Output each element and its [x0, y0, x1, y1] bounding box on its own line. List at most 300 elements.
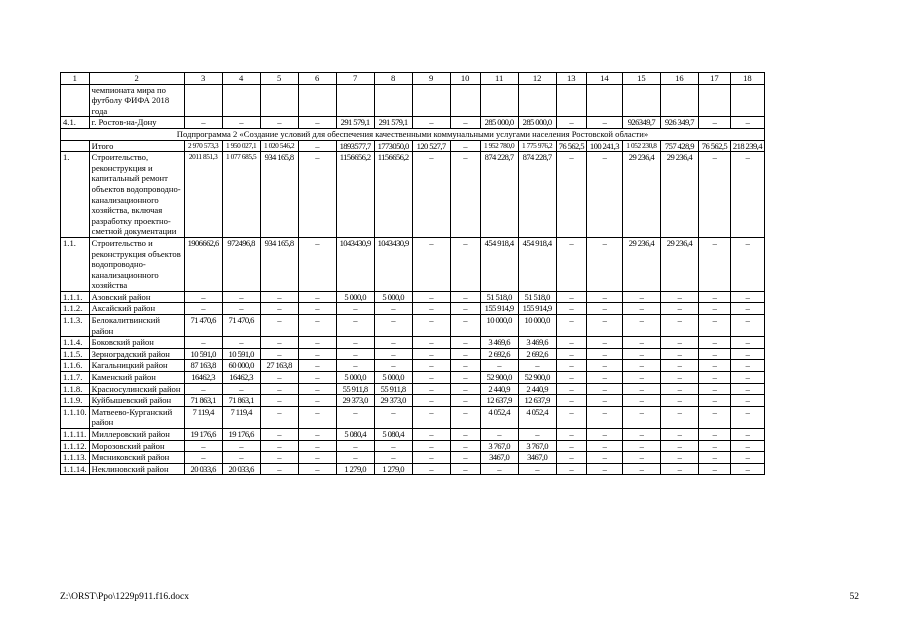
value-cell: 285 000,0 [518, 117, 556, 129]
value-cell: – [374, 348, 412, 360]
column-header: 6 [298, 73, 336, 85]
value-cell: – [698, 337, 730, 349]
value-cell [298, 84, 336, 117]
value-cell: – [298, 337, 336, 349]
value-cell: – [450, 463, 480, 475]
value-cell: 926349,7 [622, 117, 660, 129]
value-cell: – [730, 348, 764, 360]
document-path: Z:\ORST\Ppo\1229p911.f16.docx [60, 592, 189, 602]
value-cell: – [412, 406, 450, 428]
column-header: 9 [412, 73, 450, 85]
value-cell: – [450, 429, 480, 441]
value-cell: – [450, 315, 480, 337]
value-cell: – [556, 395, 586, 407]
value-cell: 934 165,8 [260, 152, 298, 238]
header-row [61, 73, 765, 85]
value-cell: – [660, 395, 698, 407]
value-cell: – [556, 237, 586, 291]
value-cell: – [184, 117, 222, 129]
value-cell: 3 767,0 [518, 440, 556, 452]
value-cell: – [730, 383, 764, 395]
value-cell: – [222, 291, 260, 303]
row-number: 1.1.8. [61, 383, 90, 395]
value-cell: 155 914,9 [480, 303, 518, 315]
value-cell: 1 950 027,1 [222, 140, 260, 152]
value-cell: – [622, 406, 660, 428]
value-cell: – [556, 337, 586, 349]
value-cell: – [730, 291, 764, 303]
value-cell: – [730, 315, 764, 337]
value-cell: 10 591,0 [184, 348, 222, 360]
value-cell: – [450, 117, 480, 129]
value-cell: – [698, 348, 730, 360]
value-cell: – [336, 440, 374, 452]
value-cell: 100 241,3 [586, 140, 622, 152]
value-cell: – [556, 291, 586, 303]
value-cell: 55 911,8 [374, 383, 412, 395]
table-row [61, 452, 765, 464]
row-name: Куйбышевский район [89, 395, 184, 407]
value-cell: 291 579,1 [374, 117, 412, 129]
row-number: 1.1.10. [61, 406, 90, 428]
row-number: 1.1.2. [61, 303, 90, 315]
value-cell: – [730, 303, 764, 315]
table-row [61, 429, 765, 441]
value-cell: 757 428,9 [660, 140, 698, 152]
value-cell: 16462,3 [222, 372, 260, 384]
table-row [61, 360, 765, 372]
row-number: 1.1.1. [61, 291, 90, 303]
table-row [61, 372, 765, 384]
value-cell: 155 914,9 [518, 303, 556, 315]
value-cell: 60 000,0 [222, 360, 260, 372]
row-number: 1.1.14. [61, 463, 90, 475]
row-name: Зерноградский район [89, 348, 184, 360]
column-header: 18 [730, 73, 764, 85]
value-cell: 4 052,4 [518, 406, 556, 428]
value-cell: 29 236,4 [660, 152, 698, 238]
row-number: 1.1.4. [61, 337, 90, 349]
value-cell: – [184, 383, 222, 395]
table-row [61, 84, 765, 117]
value-cell [480, 84, 518, 117]
row-name: Морозовский район [89, 440, 184, 452]
value-cell [184, 84, 222, 117]
value-cell [374, 84, 412, 117]
value-cell: – [298, 117, 336, 129]
row-name: Неклиновский район [89, 463, 184, 475]
value-cell: 29 373,0 [336, 395, 374, 407]
value-cell: 2 440,9 [518, 383, 556, 395]
value-cell: – [450, 291, 480, 303]
value-cell: – [730, 372, 764, 384]
value-cell: – [412, 337, 450, 349]
value-cell: – [222, 117, 260, 129]
value-cell: 3 469,6 [480, 337, 518, 349]
value-cell: 291 579,1 [336, 117, 374, 129]
value-cell: – [298, 360, 336, 372]
value-cell: – [586, 291, 622, 303]
value-cell: – [450, 152, 480, 238]
value-cell: – [518, 360, 556, 372]
value-cell: 29 236,4 [660, 237, 698, 291]
value-cell: – [698, 117, 730, 129]
value-cell: – [730, 463, 764, 475]
value-cell: – [298, 406, 336, 428]
value-cell: – [374, 440, 412, 452]
value-cell: – [450, 237, 480, 291]
value-cell: 29 373,0 [374, 395, 412, 407]
value-cell: – [586, 463, 622, 475]
column-header: 2 [89, 73, 184, 85]
row-number: 1.1.9. [61, 395, 90, 407]
value-cell: – [298, 303, 336, 315]
value-cell [730, 84, 764, 117]
value-cell: – [698, 463, 730, 475]
value-cell: – [556, 452, 586, 464]
value-cell: – [698, 383, 730, 395]
value-cell: – [412, 440, 450, 452]
value-cell: 71 863,1 [222, 395, 260, 407]
value-cell: 972496,8 [222, 237, 260, 291]
column-header: 5 [260, 73, 298, 85]
value-cell: 76 562,5 [698, 140, 730, 152]
value-cell: – [450, 337, 480, 349]
value-cell: – [412, 303, 450, 315]
row-name: Строительство и реконструкция объектов водопроводно-канализационного хозяйства [89, 237, 184, 291]
value-cell: – [480, 360, 518, 372]
value-cell [518, 84, 556, 117]
value-cell: 2 692,6 [480, 348, 518, 360]
value-cell: – [374, 452, 412, 464]
table-body [61, 73, 765, 475]
value-cell: – [730, 117, 764, 129]
table-row [61, 337, 765, 349]
value-cell: – [298, 237, 336, 291]
value-cell: – [556, 303, 586, 315]
column-header: 11 [480, 73, 518, 85]
value-cell: – [260, 463, 298, 475]
value-cell: – [556, 406, 586, 428]
value-cell [222, 84, 260, 117]
value-cell: – [622, 337, 660, 349]
value-cell: – [374, 303, 412, 315]
value-cell: – [698, 429, 730, 441]
value-cell: 29 236,4 [622, 152, 660, 238]
value-cell: – [374, 337, 412, 349]
budget-table [60, 72, 765, 475]
value-cell: – [260, 372, 298, 384]
value-cell: – [298, 383, 336, 395]
value-cell: 2 970 573,3 [184, 140, 222, 152]
row-number: 1.1.5. [61, 348, 90, 360]
value-cell: – [698, 152, 730, 238]
value-cell: – [660, 463, 698, 475]
table-row [61, 406, 765, 428]
value-cell: – [184, 291, 222, 303]
value-cell: – [260, 440, 298, 452]
value-cell: – [660, 291, 698, 303]
value-cell: 16462,3 [184, 372, 222, 384]
value-cell: – [586, 117, 622, 129]
value-cell: – [518, 429, 556, 441]
value-cell: 1 952 780,0 [480, 140, 518, 152]
value-cell: 3 767,0 [480, 440, 518, 452]
value-cell: – [260, 337, 298, 349]
row-name: Красносулинский район [89, 383, 184, 395]
value-cell: – [730, 337, 764, 349]
value-cell: – [660, 452, 698, 464]
column-header: 1 [61, 73, 90, 85]
value-cell: – [622, 348, 660, 360]
value-cell: – [556, 440, 586, 452]
value-cell: 52 900,0 [480, 372, 518, 384]
value-cell: – [260, 383, 298, 395]
row-number: 4.1. [61, 117, 90, 129]
value-cell: 7 119,4 [222, 406, 260, 428]
value-cell: – [730, 360, 764, 372]
value-cell: 12 637,9 [518, 395, 556, 407]
value-cell: – [412, 429, 450, 441]
value-cell: – [260, 291, 298, 303]
table-row [61, 291, 765, 303]
value-cell: – [412, 360, 450, 372]
value-cell [412, 84, 450, 117]
value-cell: 1773050,0 [374, 140, 412, 152]
value-cell: – [336, 337, 374, 349]
value-cell: – [450, 452, 480, 464]
value-cell: – [698, 303, 730, 315]
value-cell: – [622, 303, 660, 315]
column-header: 8 [374, 73, 412, 85]
value-cell: 10 591,0 [222, 348, 260, 360]
value-cell: – [260, 348, 298, 360]
value-cell: – [298, 152, 336, 238]
value-cell: – [698, 360, 730, 372]
value-cell: – [660, 360, 698, 372]
value-cell: – [586, 452, 622, 464]
value-cell: – [412, 348, 450, 360]
table-row [61, 237, 765, 291]
value-cell: – [586, 372, 622, 384]
value-cell: – [298, 440, 336, 452]
value-cell: – [184, 337, 222, 349]
value-cell: 10 000,0 [480, 315, 518, 337]
row-name: г. Ростов-на-Дону [89, 117, 184, 129]
value-cell: – [336, 315, 374, 337]
value-cell: – [586, 429, 622, 441]
value-cell: – [660, 337, 698, 349]
value-cell: – [660, 372, 698, 384]
value-cell: – [412, 315, 450, 337]
value-cell: – [374, 315, 412, 337]
value-cell: – [698, 372, 730, 384]
value-cell: 2 440,9 [480, 383, 518, 395]
value-cell: – [298, 140, 336, 152]
value-cell: – [622, 372, 660, 384]
value-cell: – [556, 152, 586, 238]
row-name: Кагальницкий район [89, 360, 184, 372]
value-cell: 71 863,1 [184, 395, 222, 407]
value-cell: – [660, 406, 698, 428]
value-cell: – [586, 383, 622, 395]
value-cell: 27 163,8 [260, 360, 298, 372]
value-cell: – [556, 348, 586, 360]
value-cell: – [586, 360, 622, 372]
value-cell: 874 228,7 [518, 152, 556, 238]
value-cell: – [556, 429, 586, 441]
value-cell: – [450, 303, 480, 315]
value-cell: – [336, 360, 374, 372]
value-cell: – [336, 348, 374, 360]
value-cell: – [586, 337, 622, 349]
value-cell: 10 000,0 [518, 315, 556, 337]
table-row [61, 348, 765, 360]
value-cell: – [480, 429, 518, 441]
value-cell: – [660, 383, 698, 395]
value-cell: – [336, 303, 374, 315]
value-cell: – [698, 440, 730, 452]
value-cell [698, 84, 730, 117]
value-cell: – [698, 452, 730, 464]
value-cell: – [698, 237, 730, 291]
value-cell: 1 077 685,5 [222, 152, 260, 238]
row-name: Строительство, реконструкция и капитальный ремонт объектов водопроводно-канализационного хозяйства, включая разработку проектно-сметной документации [89, 152, 184, 238]
value-cell: 1043430,9 [374, 237, 412, 291]
value-cell: 5 000,0 [336, 372, 374, 384]
value-cell: – [412, 372, 450, 384]
value-cell: 934 165,8 [260, 237, 298, 291]
value-cell: – [660, 429, 698, 441]
value-cell: – [556, 463, 586, 475]
value-cell: – [222, 303, 260, 315]
row-number: 1.1.6. [61, 360, 90, 372]
value-cell: – [222, 440, 260, 452]
value-cell: 71 470,6 [222, 315, 260, 337]
value-cell: – [450, 440, 480, 452]
value-cell: – [412, 291, 450, 303]
value-cell: 1043430,9 [336, 237, 374, 291]
value-cell: – [586, 348, 622, 360]
value-cell: – [450, 348, 480, 360]
row-name: Азовский район [89, 291, 184, 303]
value-cell: – [260, 117, 298, 129]
value-cell: – [586, 395, 622, 407]
value-cell: 55 911,8 [336, 383, 374, 395]
value-cell: – [450, 406, 480, 428]
value-cell: – [622, 452, 660, 464]
value-cell: – [698, 406, 730, 428]
value-cell: 20 033,6 [184, 463, 222, 475]
column-header: 4 [222, 73, 260, 85]
table-row [61, 152, 765, 238]
value-cell: – [730, 152, 764, 238]
value-cell: – [622, 463, 660, 475]
value-cell: – [556, 117, 586, 129]
value-cell: 1156656,2 [374, 152, 412, 238]
value-cell: – [450, 383, 480, 395]
value-cell: – [260, 315, 298, 337]
value-cell: – [622, 315, 660, 337]
value-cell: – [450, 360, 480, 372]
value-cell: – [260, 406, 298, 428]
table-row [61, 315, 765, 337]
value-cell: 1 052 230,8 [622, 140, 660, 152]
value-cell: – [260, 429, 298, 441]
value-cell: – [622, 360, 660, 372]
table-row [61, 383, 765, 395]
table-row [61, 303, 765, 315]
value-cell: – [622, 383, 660, 395]
row-name: Итого [89, 140, 184, 152]
value-cell: – [412, 463, 450, 475]
value-cell: 1156656,2 [336, 152, 374, 238]
value-cell: 1 775 976,2 [518, 140, 556, 152]
subprogram-row [61, 128, 765, 140]
value-cell: 87 163,8 [184, 360, 222, 372]
value-cell [660, 84, 698, 117]
row-name: Матвеево-Курганский район [89, 406, 184, 428]
value-cell: – [698, 291, 730, 303]
value-cell: – [586, 303, 622, 315]
value-cell: – [556, 360, 586, 372]
value-cell: 51 518,0 [480, 291, 518, 303]
column-header: 16 [660, 73, 698, 85]
value-cell: 454 918,4 [518, 237, 556, 291]
value-cell: – [660, 440, 698, 452]
value-cell: 5 000,0 [374, 291, 412, 303]
value-cell: – [730, 237, 764, 291]
value-cell: 5 080,4 [374, 429, 412, 441]
value-cell: – [298, 348, 336, 360]
value-cell: – [298, 291, 336, 303]
value-cell: 51 518,0 [518, 291, 556, 303]
value-cell [336, 84, 374, 117]
value-cell: – [730, 395, 764, 407]
row-number: 1.1.7. [61, 372, 90, 384]
row-number: 1. [61, 152, 90, 238]
value-cell: 120 527,7 [412, 140, 450, 152]
value-cell: 1893577,7 [336, 140, 374, 152]
value-cell [622, 84, 660, 117]
value-cell: – [260, 452, 298, 464]
value-cell [450, 84, 480, 117]
table-row [61, 117, 765, 129]
value-cell: 20 033,6 [222, 463, 260, 475]
value-cell: – [260, 395, 298, 407]
value-cell: 5 080,4 [336, 429, 374, 441]
value-cell: – [730, 429, 764, 441]
table-row [61, 395, 765, 407]
row-name: чемпионата мира по футболу ФИФА 2018 года [89, 84, 184, 117]
value-cell: 1 279,0 [374, 463, 412, 475]
value-cell: – [298, 463, 336, 475]
value-cell: – [518, 463, 556, 475]
value-cell: 19 176,6 [222, 429, 260, 441]
value-cell: – [260, 303, 298, 315]
row-name: Каменский район [89, 372, 184, 384]
value-cell [260, 84, 298, 117]
value-cell: – [336, 406, 374, 428]
value-cell: – [730, 406, 764, 428]
value-cell: – [556, 372, 586, 384]
value-cell: – [184, 303, 222, 315]
value-cell: 76 562,5 [556, 140, 586, 152]
value-cell: – [480, 463, 518, 475]
value-cell: 1 020 546,2 [260, 140, 298, 152]
value-cell: – [586, 152, 622, 238]
column-header: 13 [556, 73, 586, 85]
